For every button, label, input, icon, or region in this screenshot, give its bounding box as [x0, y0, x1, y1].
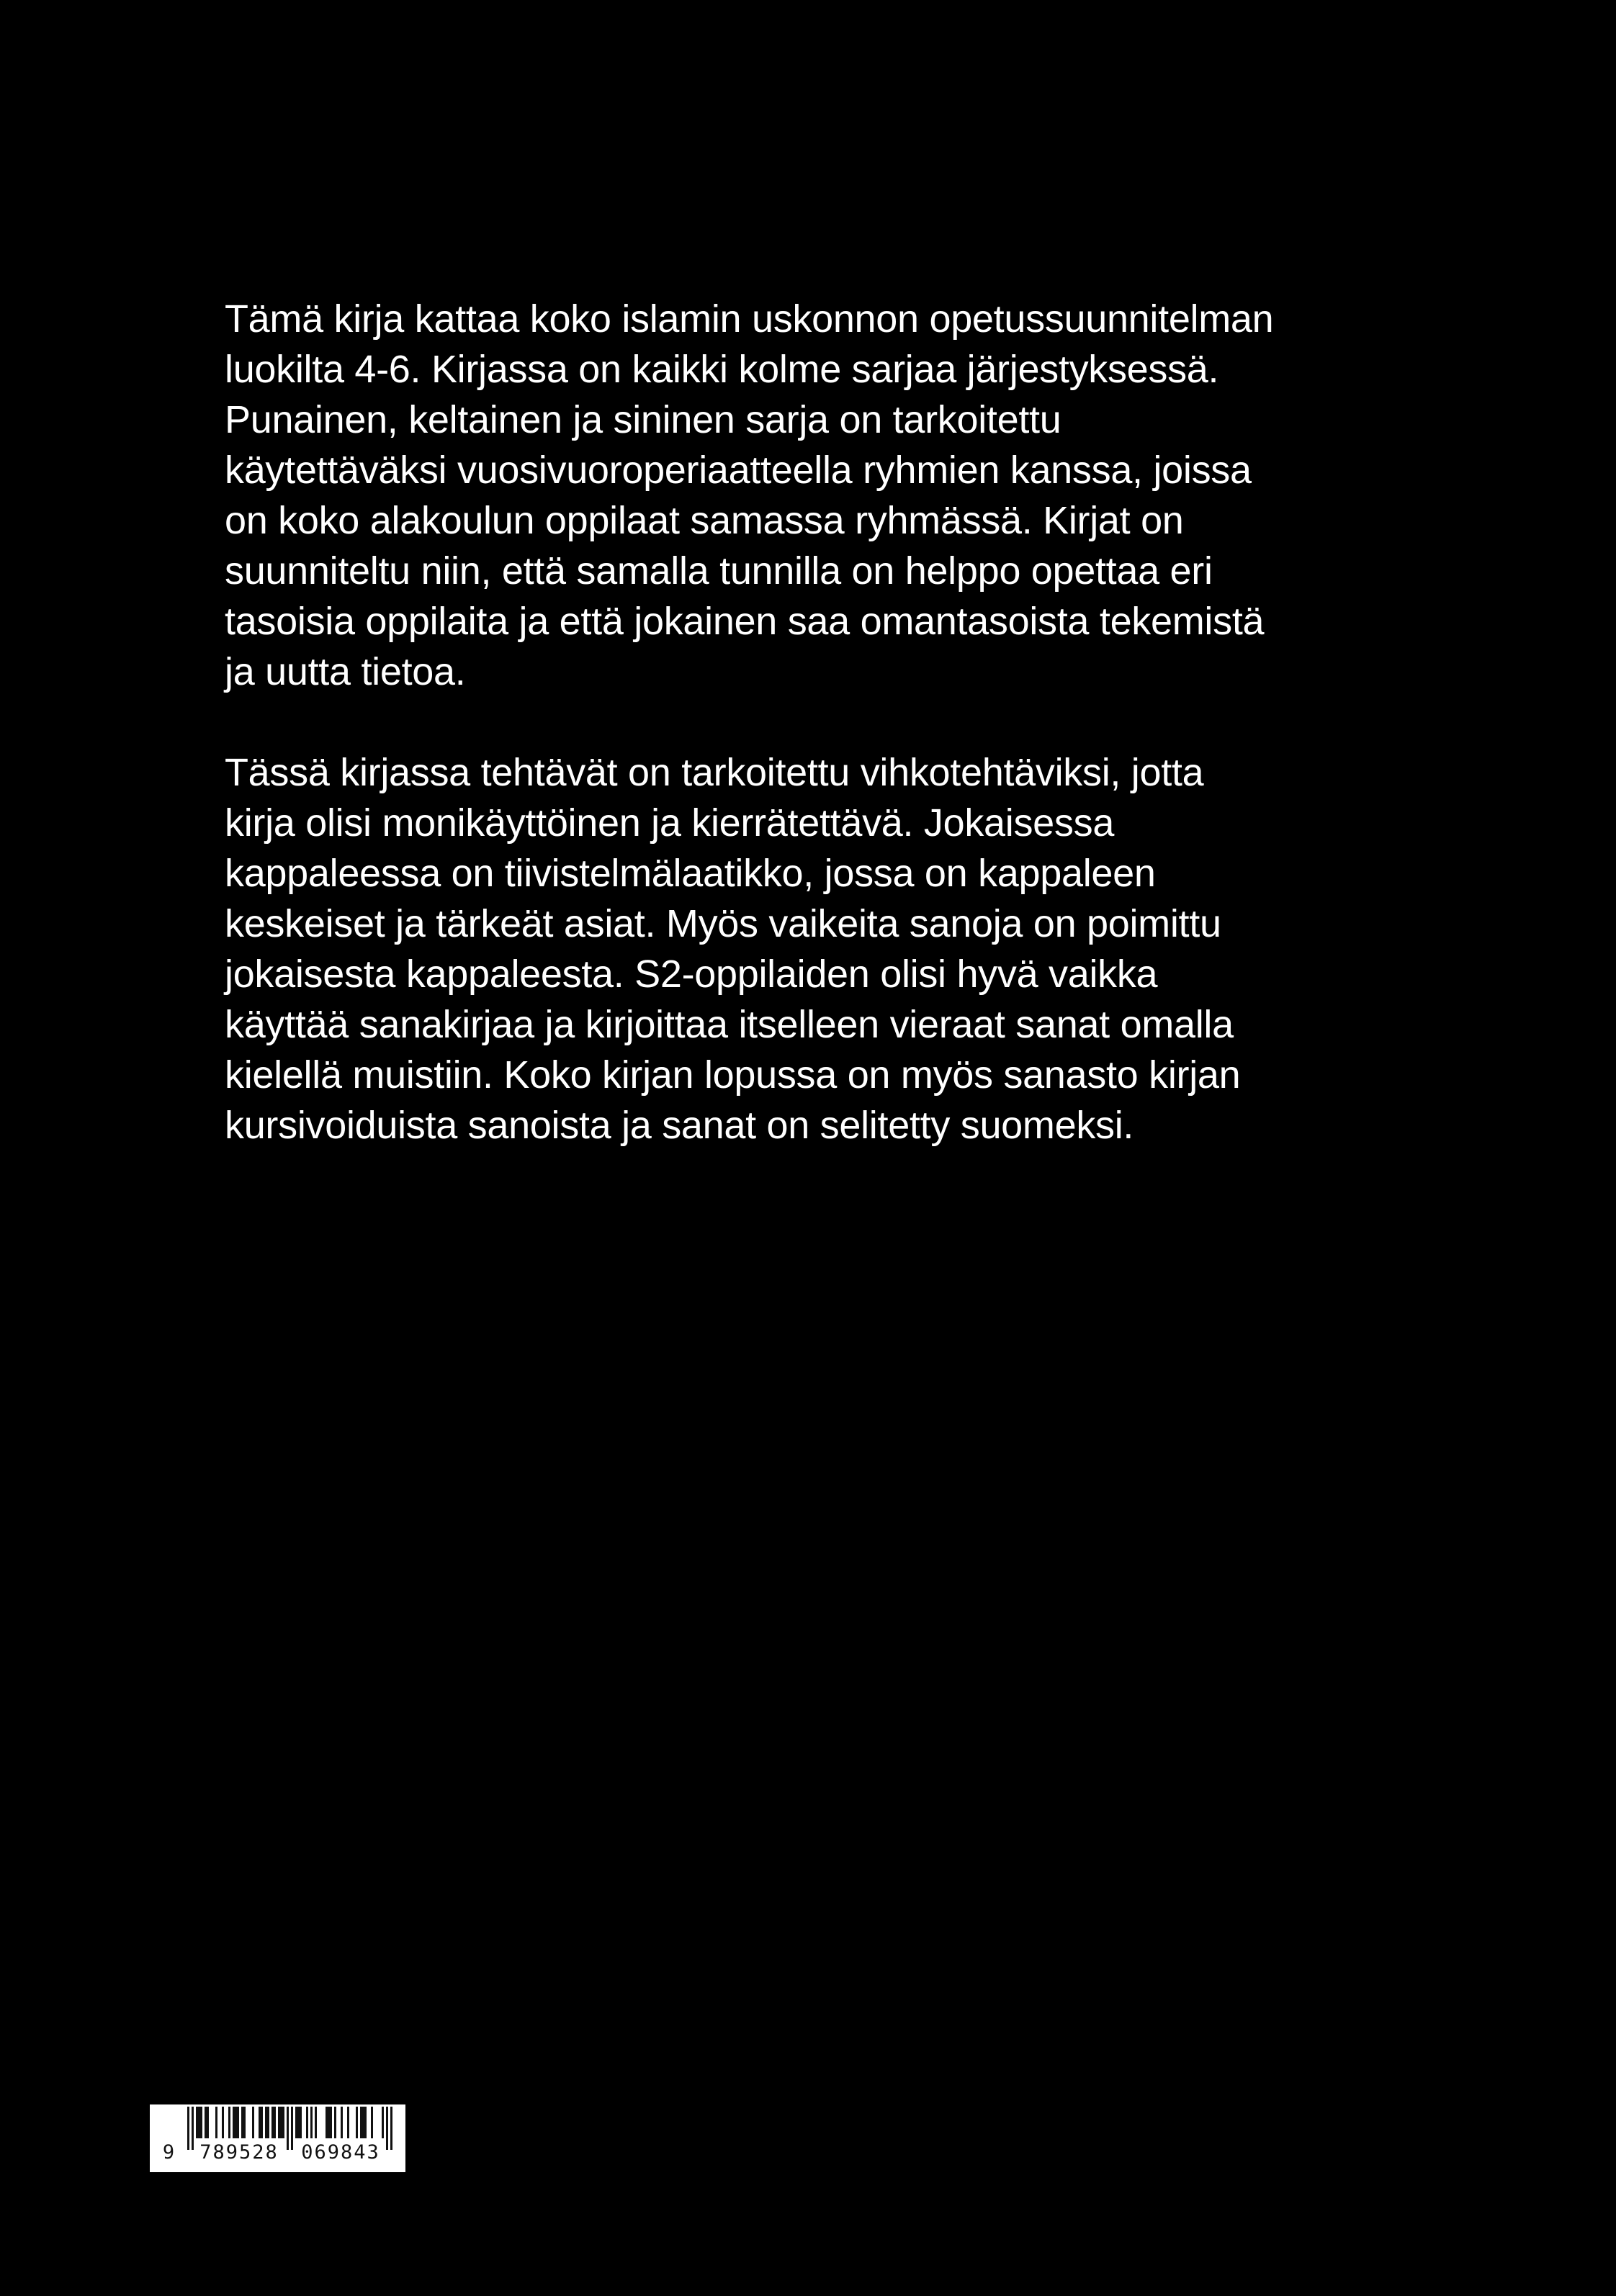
barcode-bar	[287, 2107, 289, 2150]
blurb-line: tasoisia oppilaita ja että jokainen saa omantasoista tekemistä	[225, 600, 1265, 643]
blurb-line: käytettäväksi vuosivuoroperiaatteella ryhmien kanssa, joissa	[225, 449, 1252, 492]
blurb-line: kursivoiduista sanoista ja sanat on selitetty suomeksi.	[225, 1104, 1134, 1147]
blurb-line: Tässä kirjassa tehtävät on tarkoitettu vihkotehtäviksi, jotta	[225, 751, 1204, 794]
isbn-prefix-digit: 9	[162, 2141, 176, 2164]
blurb-line: suunniteltu niin, että samalla tunnilla on helppo opettaa eri	[225, 549, 1213, 593]
barcode-bar	[237, 2107, 239, 2138]
isbn-right-group: 069843	[301, 2141, 380, 2164]
barcode-bar	[356, 2107, 358, 2138]
isbn-left-group: 789528	[199, 2141, 279, 2164]
barcode-bar	[187, 2107, 189, 2150]
blurb-line: Tämä kirja kattaa koko islamin uskonnon opetussuunnitelman	[225, 297, 1274, 341]
barcode-bar	[386, 2107, 388, 2150]
blurb-line: kappaleessa on tiivistelmälaatikko, jossa on kappaleen	[225, 852, 1156, 895]
barcode-bar	[330, 2107, 332, 2138]
blurb-line: käyttää sanakirjaa ja kirjoittaa itselleen vieraat sanat omalla	[225, 1003, 1234, 1046]
barcode-bar	[228, 2107, 230, 2138]
barcode-bar	[207, 2107, 209, 2138]
barcode-bar	[243, 2107, 246, 2138]
barcode-bar	[382, 2107, 384, 2138]
blurb-line: keskeiset ja tärkeät asiat. Myös vaikeita sanoja on poimittu	[225, 902, 1221, 945]
barcode-bar	[300, 2107, 302, 2138]
blurb-line: kielellä muistiin. Koko kirjan lopussa on myös sanasto kirjan	[225, 1053, 1241, 1097]
blurb-paragraph-2	[225, 747, 1449, 1151]
blurb-line: luokilta 4-6. Kirjassa on kaikki kolme sarjaa järjestyksessä.	[225, 348, 1219, 391]
barcode-bar	[347, 2107, 349, 2138]
barcode-bar	[267, 2107, 269, 2138]
barcode-bar	[371, 2107, 373, 2138]
barcode-bar	[341, 2107, 343, 2138]
barcode-bar	[192, 2107, 194, 2150]
barcode-bar	[334, 2107, 336, 2138]
barcode-bar	[364, 2107, 367, 2138]
isbn-barcode	[150, 2104, 405, 2172]
blurb-line: jokaisesta kappaleesta. S2-oppilaiden olisi hyvä vaikka	[225, 953, 1158, 996]
blurb-line: kirja olisi monikäyttöinen ja kierrätettävä. Jokaisessa	[225, 801, 1115, 845]
barcode-bar	[200, 2107, 202, 2138]
blurb-paragraph-1	[225, 294, 1449, 697]
barcode-bar	[261, 2107, 263, 2138]
blurb-line: on koko alakoulun oppilaat samassa ryhmässä. Kirjat on	[225, 499, 1184, 542]
barcode-bar	[252, 2107, 254, 2138]
barcode-bar	[315, 2107, 317, 2138]
blurb-line: ja uutta tietoa.	[225, 650, 466, 693]
barcode-bar	[390, 2107, 392, 2150]
barcode-bar	[215, 2107, 217, 2138]
blurb-line: Punainen, keltainen ja sininen sarja on tarkoitettu	[225, 398, 1061, 441]
barcode-bar	[310, 2107, 313, 2138]
barcode-bar	[282, 2107, 284, 2138]
blurb	[225, 294, 1449, 1151]
barcode-bar	[222, 2107, 224, 2138]
barcode-bar	[306, 2107, 308, 2138]
barcode-bar	[274, 2107, 276, 2138]
barcode-bar	[291, 2107, 293, 2150]
